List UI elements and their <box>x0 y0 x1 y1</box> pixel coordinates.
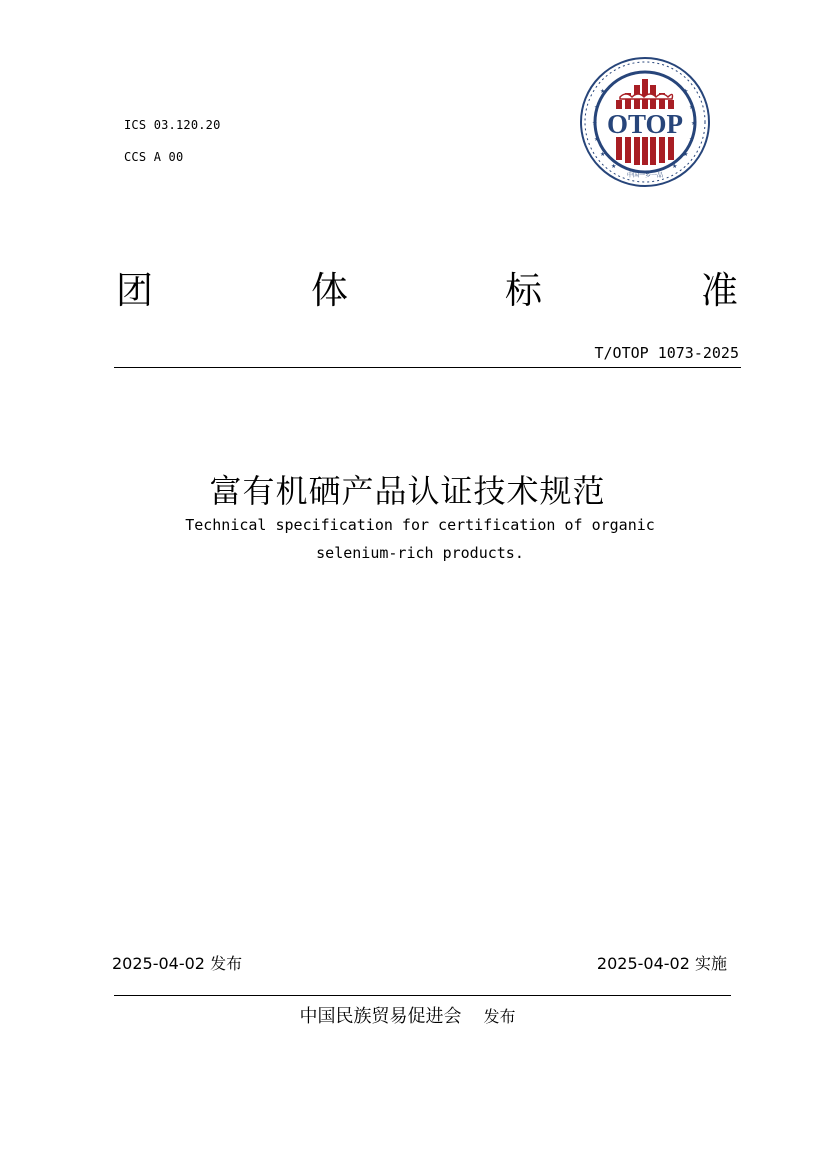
ccs-code: CCS A 00 <box>124 150 184 164</box>
standard-code: T/OTOP 1073-2025 <box>594 344 739 362</box>
standard-type-char-3: 标 <box>505 269 542 312</box>
standard-type-char-1: 团 <box>116 269 153 312</box>
publisher <box>0 1002 815 1028</box>
standard-type-char-2: 体 <box>311 269 348 312</box>
svg-text:中国一乡一品: 中国一乡一品 <box>626 172 664 179</box>
document-title-en <box>100 511 740 567</box>
svg-text:★: ★ <box>691 120 697 127</box>
publish-date: 2025-04-02 发布 <box>112 954 243 973</box>
publisher-name: 中国民族贸易促进会 <box>299 1006 462 1027</box>
svg-text:★: ★ <box>672 163 678 170</box>
otop-emblem-icon <box>578 55 712 189</box>
implement-date: 2025-04-02 实施 <box>596 954 727 973</box>
otop-logo <box>578 55 712 189</box>
svg-text:OTOP: OTOP <box>606 109 684 139</box>
svg-text:★: ★ <box>689 104 695 111</box>
title-en-line-2: selenium-rich products. <box>316 544 524 562</box>
header-divider <box>114 367 741 368</box>
title-en-line-1: Technical specification for certification of organic <box>185 516 655 534</box>
svg-text:★: ★ <box>594 136 600 143</box>
svg-text:★: ★ <box>683 151 689 158</box>
svg-text:★: ★ <box>592 120 598 127</box>
svg-text:★: ★ <box>600 88 606 95</box>
svg-text:★: ★ <box>600 151 606 158</box>
ics-code: ICS 03.120.20 <box>124 118 221 132</box>
svg-text:★: ★ <box>594 104 600 111</box>
document-title-zh: 富有机硒产品认证技术规范 <box>209 472 606 510</box>
svg-text:★: ★ <box>611 163 617 170</box>
standard-type-char-4: 准 <box>701 269 738 312</box>
footer-divider <box>114 995 731 996</box>
publisher-suffix: 发布 <box>483 1007 516 1026</box>
svg-text:★: ★ <box>683 88 689 95</box>
svg-text:★: ★ <box>689 136 695 143</box>
